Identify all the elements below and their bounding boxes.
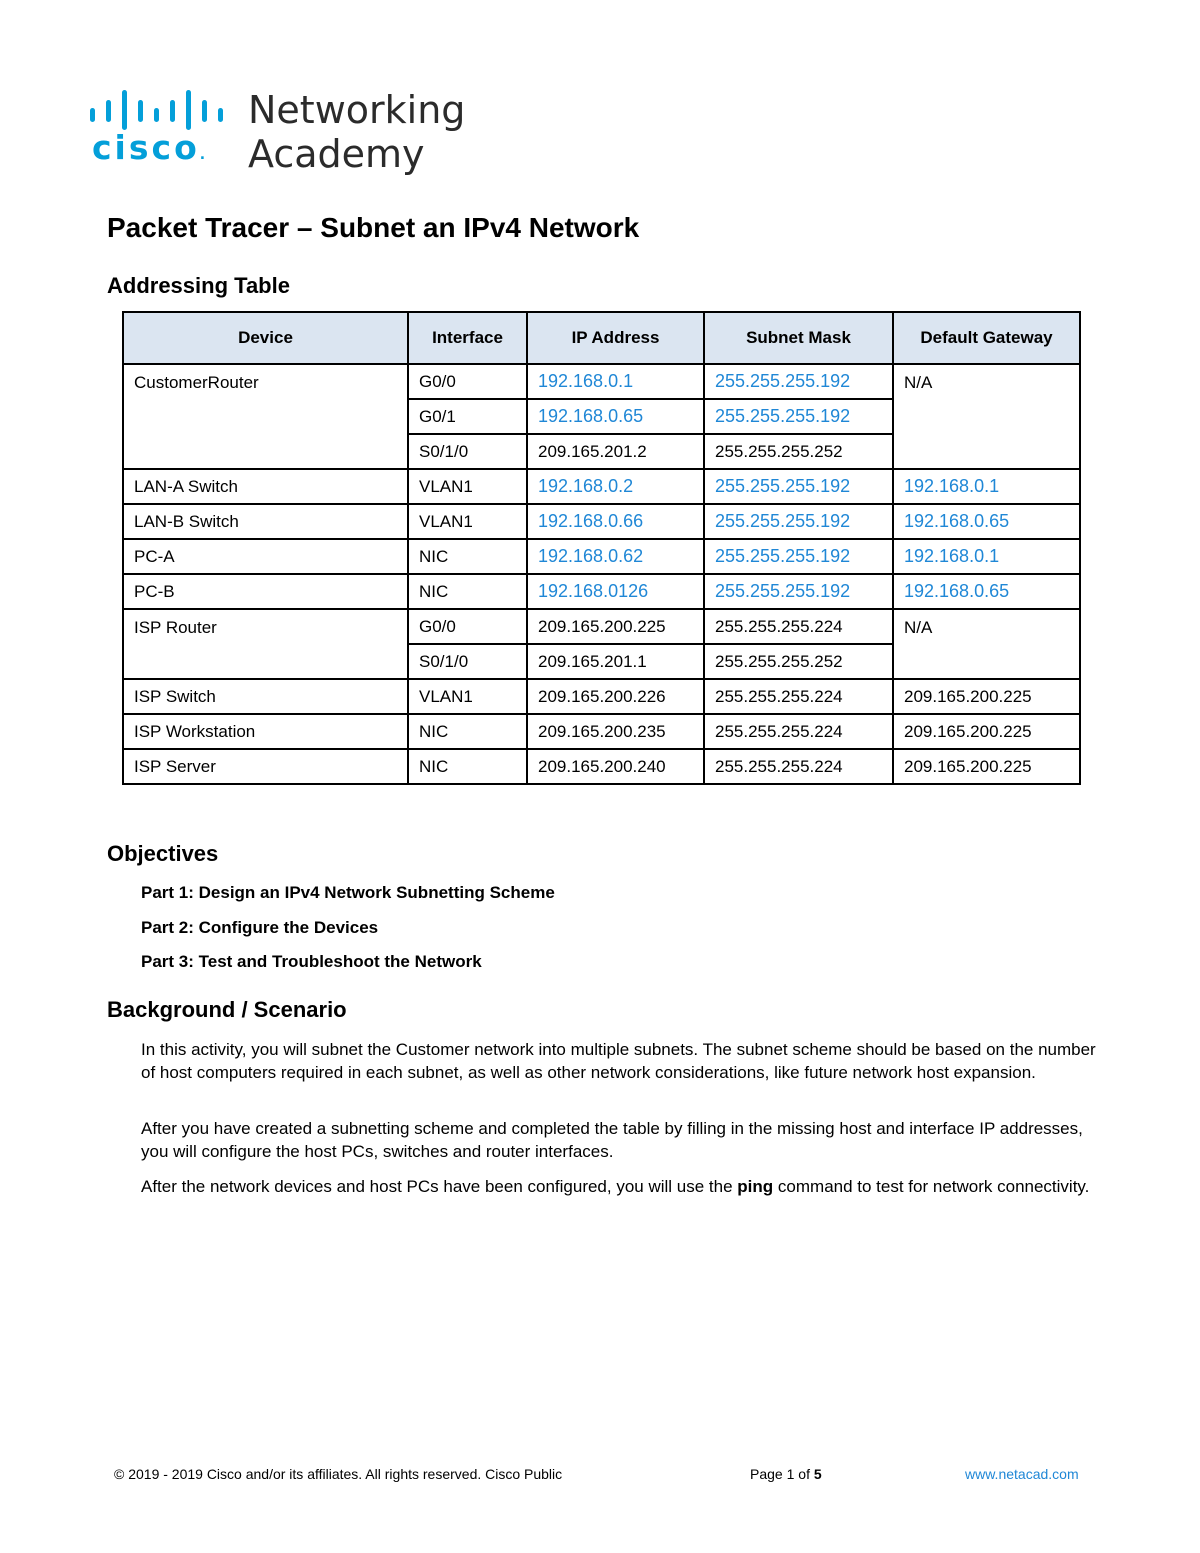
- ip-cell: 209.165.201.2: [527, 434, 704, 469]
- mask-cell: 255.255.255.224: [704, 679, 893, 714]
- background-paragraph: In this activity, you will subnet the Customer network into multiple subnets. The subnet scheme should be based on the number of host computers required in each subnet, as well as other network considerations, like future network host expansion.: [141, 1040, 1096, 1082]
- gateway-cell: 209.165.200.225: [893, 679, 1080, 714]
- interface-cell: NIC: [408, 749, 527, 784]
- ping-command: ping: [737, 1177, 774, 1196]
- objective-item: Part 3: Test and Troubleshoot the Network: [141, 952, 482, 971]
- ip-cell: 209.165.200.225: [527, 609, 704, 644]
- gateway-cell: N/A: [893, 609, 1080, 679]
- interface-cell: S0/1/0: [408, 644, 527, 679]
- interface-cell: NIC: [408, 539, 527, 574]
- column-header: Interface: [408, 312, 527, 364]
- mask-cell: 255.255.255.224: [704, 714, 893, 749]
- interface-cell: G0/1: [408, 399, 527, 434]
- ip-cell: 192.168.0126: [527, 574, 704, 609]
- device-cell: PC-B: [123, 574, 408, 609]
- column-header: Device: [123, 312, 408, 364]
- table-row: [123, 574, 1080, 609]
- interface-cell: VLAN1: [408, 469, 527, 504]
- mask-cell: 255.255.255.192: [704, 539, 893, 574]
- mask-cell: 255.255.255.192: [704, 504, 893, 539]
- ip-cell: 192.168.0.65: [527, 399, 704, 434]
- mask-cell: 255.255.255.224: [704, 749, 893, 784]
- mask-cell: 255.255.255.224: [704, 609, 893, 644]
- ip-cell: 209.165.200.226: [527, 679, 704, 714]
- footer-page-number: Page 1 of 5: [750, 1466, 822, 1482]
- gateway-cell: 192.168.0.65: [893, 574, 1080, 609]
- column-header: Default Gateway: [893, 312, 1080, 364]
- column-header: Subnet Mask: [704, 312, 893, 364]
- objectives-heading: Objectives: [107, 841, 219, 866]
- mask-cell: 255.255.255.192: [704, 574, 893, 609]
- device-cell: ISP Workstation: [123, 714, 408, 749]
- table-row: [123, 504, 1080, 539]
- device-cell: ISP Switch: [123, 679, 408, 714]
- device-cell: ISP Server: [123, 749, 408, 784]
- ip-cell: 209.165.200.235: [527, 714, 704, 749]
- ip-cell: 192.168.0.66: [527, 504, 704, 539]
- background-paragraph: After the network devices and host PCs have been configured, you will use the ping command to test for network connectivity.: [141, 1177, 1090, 1196]
- table-row: [123, 714, 1080, 749]
- addressing-table: [122, 311, 1081, 785]
- ip-cell: 192.168.0.2: [527, 469, 704, 504]
- table-row: [123, 539, 1080, 574]
- logo-networking: Networking: [248, 88, 466, 132]
- mask-cell: 255.255.255.192: [704, 399, 893, 434]
- gateway-cell: N/A: [893, 364, 1080, 469]
- footer-copyright: © 2019 - 2019 Cisco and/or its affiliates. All rights reserved. Cisco Public: [114, 1466, 563, 1482]
- ip-cell: 209.165.200.240: [527, 749, 704, 784]
- background-paragraph: After you have created a subnetting scheme and completed the table by filling in the missing host and interface IP addresses, you will configure the host PCs, switches and router interfaces.: [141, 1119, 1083, 1161]
- gateway-cell: 192.168.0.65: [893, 504, 1080, 539]
- device-cell: LAN-B Switch: [123, 504, 408, 539]
- interface-cell: G0/0: [408, 364, 527, 399]
- objective-item: Part 1: Design an IPv4 Network Subnetting Scheme: [141, 883, 555, 902]
- table-row: [123, 609, 1080, 644]
- interface-cell: S0/1/0: [408, 434, 527, 469]
- interface-cell: VLAN1: [408, 504, 527, 539]
- table-header-row: [123, 312, 1080, 364]
- mask-cell: 255.255.255.192: [704, 364, 893, 399]
- table-row: [123, 364, 1080, 399]
- interface-cell: NIC: [408, 714, 527, 749]
- cisco-wordmark: cisco.: [92, 128, 206, 167]
- mask-cell: 255.255.255.252: [704, 644, 893, 679]
- objective-item: Part 2: Configure the Devices: [141, 918, 379, 937]
- device-cell: LAN-A Switch: [123, 469, 408, 504]
- interface-cell: G0/0: [408, 609, 527, 644]
- interface-cell: VLAN1: [408, 679, 527, 714]
- column-header: IP Address: [527, 312, 704, 364]
- page-title: Packet Tracer – Subnet an IPv4 Network: [107, 212, 640, 243]
- table-row: [123, 749, 1080, 784]
- background-heading: Background / Scenario: [107, 997, 347, 1022]
- mask-cell: 255.255.255.252: [704, 434, 893, 469]
- table-row: [123, 469, 1080, 504]
- device-cell: ISP Router: [123, 609, 408, 679]
- device-cell: PC-A: [123, 539, 408, 574]
- gateway-cell: 209.165.200.225: [893, 714, 1080, 749]
- ip-cell: 192.168.0.1: [527, 364, 704, 399]
- gateway-cell: 209.165.200.225: [893, 749, 1080, 784]
- mask-cell: 255.255.255.192: [704, 469, 893, 504]
- logo-academy: Academy: [248, 132, 425, 176]
- cisco-networking-academy-logo: [88, 88, 468, 178]
- ip-cell: 209.165.201.1: [527, 644, 704, 679]
- device-cell: CustomerRouter: [123, 364, 408, 469]
- gateway-cell: 192.168.0.1: [893, 469, 1080, 504]
- gateway-cell: 192.168.0.1: [893, 539, 1080, 574]
- table-row: [123, 679, 1080, 714]
- ip-cell: 192.168.0.62: [527, 539, 704, 574]
- cisco-bars-icon: [88, 88, 228, 130]
- footer-url-link[interactable]: www.netacad.com: [965, 1466, 1079, 1482]
- interface-cell: NIC: [408, 574, 527, 609]
- addressing-table-heading: Addressing Table: [107, 273, 290, 298]
